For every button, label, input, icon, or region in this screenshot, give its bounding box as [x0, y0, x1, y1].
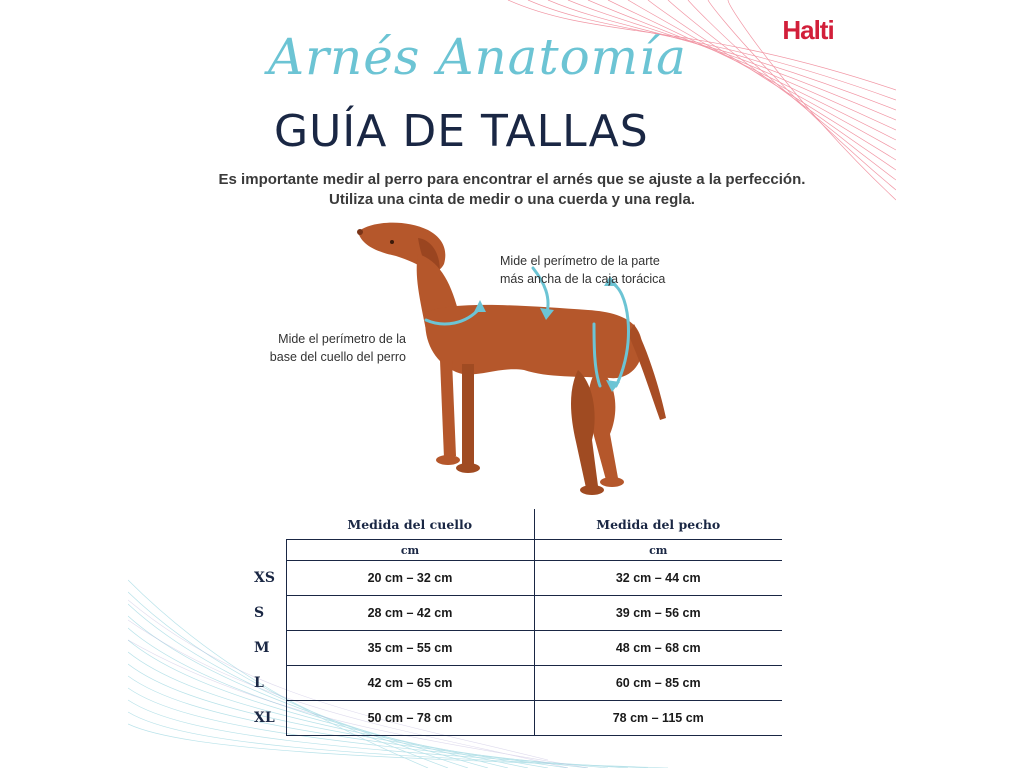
neck-header: Medida del cuello	[347, 516, 473, 532]
size-guide-page	[128, 0, 896, 768]
halti-logo: Halti	[768, 10, 848, 50]
size-label: L	[254, 675, 264, 691]
neck-range: 35 cm – 55 cm	[286, 631, 534, 666]
chest-range: 60 cm – 85 cm	[534, 666, 782, 701]
neck-unit: cm	[286, 540, 534, 561]
table-row	[250, 561, 782, 596]
size-header-empty	[250, 509, 286, 540]
intro-line-2: Utiliza una cinta de medir o una cuerda y una regla.	[329, 191, 695, 208]
chest-callout-line-1: Mide el perímetro de la parte	[500, 254, 660, 268]
size-label: XL	[254, 710, 275, 726]
chest-measure-callout	[500, 252, 720, 288]
neck-range: 42 cm – 65 cm	[286, 666, 534, 701]
units-row	[250, 540, 782, 561]
table-row	[250, 666, 782, 701]
table-row	[250, 701, 782, 736]
chest-unit: cm	[534, 540, 782, 561]
neck-range: 20 cm – 32 cm	[286, 561, 534, 596]
intro-text	[188, 170, 836, 210]
neck-range: 28 cm – 42 cm	[286, 596, 534, 631]
chest-callout-line-2: más ancha de la caja torácica	[500, 272, 666, 286]
intro-line-1: Es importante medir al perro para encontrar el arnés que se ajuste a la perfección.	[218, 171, 806, 188]
table-row	[250, 596, 782, 631]
neck-range: 50 cm – 78 cm	[286, 701, 534, 736]
chest-range: 48 cm – 68 cm	[534, 631, 782, 666]
neck-callout-line-2: base del cuello del perro	[269, 350, 406, 364]
table-row	[250, 631, 782, 666]
size-label: XS	[254, 570, 275, 586]
size-label: M	[254, 640, 270, 656]
neck-measure-callout	[240, 330, 406, 366]
chest-range: 78 cm – 115 cm	[534, 701, 782, 736]
size-label: S	[254, 605, 265, 621]
size-table	[250, 509, 782, 736]
page-title: GUÍA DE TALLAS	[274, 106, 649, 157]
chest-range: 32 cm – 44 cm	[534, 561, 782, 596]
chest-range: 39 cm – 56 cm	[534, 596, 782, 631]
product-title: Arnés Anatomía	[268, 28, 687, 86]
neck-callout-line-1: Mide el perímetro de la	[278, 332, 406, 346]
units-empty	[250, 540, 286, 561]
table-header-row	[250, 509, 782, 540]
chest-header: Medida del pecho	[534, 509, 782, 540]
